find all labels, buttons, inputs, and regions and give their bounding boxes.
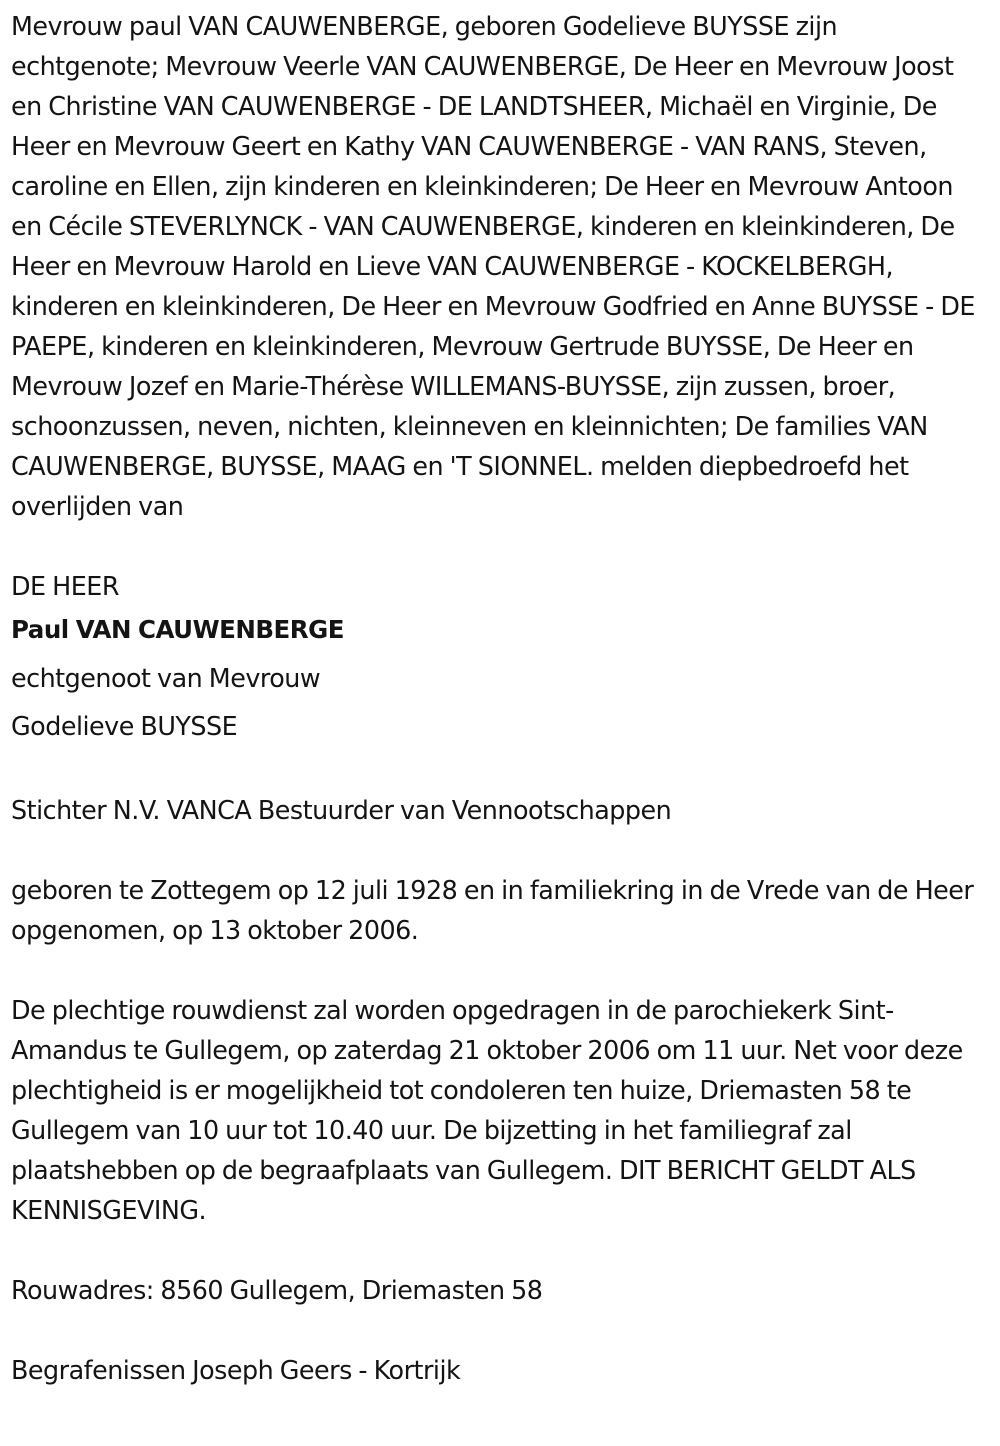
deceased-title: DE HEER [11,571,119,601]
service-paragraph: De plechtige rouwdienst zal worden opgedragen in de parochiekerk Sint-Amandus te Gullegem, op zaterdag 21 oktober 2006 om 11 uur. Net voor deze plechtigheid is er mogelijkheid tot condoleren ten huize, Driemasten 58 te Gullegem van 10 uur tot 10.40 uur. De bijzetting in het familiegraf zal plaatshebben op de begraafplaats van Gullegem. DIT BERICHT GELDT ALS KENNISGEVING. [11,995,963,1225]
funeral-home: Begrafenissen Joseph Geers - Kortrijk [11,1355,461,1385]
spouse-line-1: echtgenoot van Mevrouw [11,663,321,693]
announcement-paragraph: Mevrouw paul VAN CAUWENBERGE, geboren Godelieve BUYSSE zijn echtgenote; Mevrouw Veerle VAN CAUWENBERGE, De Heer en Mevrouw Joost en Christine VAN CAUWENBERGE - DE LANDTSHEER, Michaël en Virginie, De Heer en Mevrouw Geert en Kathy VAN CAUWENBERGE - VAN RANS, Steven, caroline en Ellen, zijn kinderen en kleinkinderen; De Heer en Mevrouw Antoon en Cécile STEVERLYNCK - VAN CAUWENBERGE, kinderen en kleinkinderen, De Heer en Mevrouw Harold en Lieve VAN CAUWENBERGE - KOCKELBERGH, kinderen en kleinkinderen, De Heer en Mevrouw Godfried en Anne BUYSSE - DE PAEPE, kinderen en kleinkinderen, Mevrouw Gertrude BUYSSE, De Heer en Mevrouw Jozef en Marie-Thérèse WILLEMANS-BUYSSE, zijn zussen, broer, schoonzussen, neven, nichten, kleinneven en kleinnichten; De families VAN CAUWENBERGE, BUYSSE, MAAG en 'T SIONNEL. melden diepbedroefd het overlijden van [11,11,975,521]
occupation-line: Stichter N.V. VANCA Bestuurder van Vennootschappen [11,795,672,825]
spacer [11,830,989,870]
spacer [11,1230,989,1270]
mourning-address: Rouwadres: 8560 Gullegem, Driemasten 58 [11,1275,543,1305]
spacer [11,1310,989,1350]
spacer [11,950,989,990]
spacer [11,750,989,790]
deceased-name: Paul VAN CAUWENBERGE [11,615,344,644]
spacer [11,526,989,566]
birth-death-paragraph: geboren te Zottegem op 12 juli 1928 en in familiekring in de Vrede van de Heer opgenomen, op 13 oktober 2006. [11,875,974,945]
spouse-line-2: Godelieve BUYSSE [11,711,238,741]
